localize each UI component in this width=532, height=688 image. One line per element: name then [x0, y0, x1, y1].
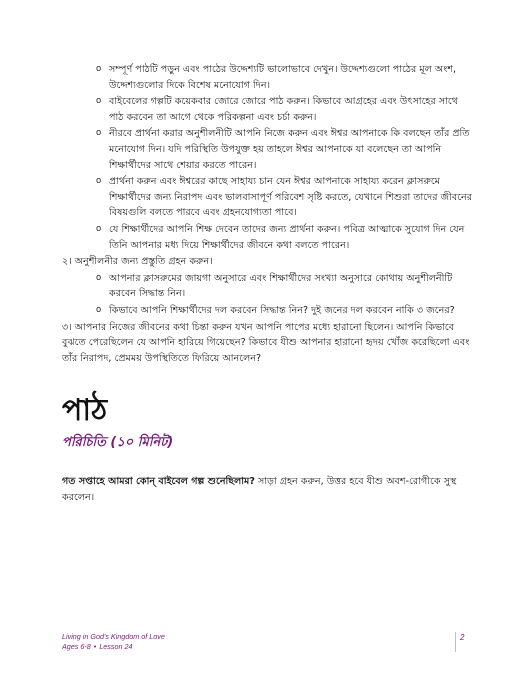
preparation-list: [62, 62, 474, 253]
bullet-icon: o: [96, 64, 102, 74]
bullet-icon: o: [96, 128, 102, 139]
footer-title: Living in God's Kingdom of Love: [62, 632, 165, 641]
bullet-icon: o: [96, 272, 102, 283]
section-subtitle: পরিচিতি (১০ মিনিট): [62, 435, 174, 451]
step-3-text: ৩। আপনার নিজের জীবনের কথা চিন্তা করুন যখন আপনি পাপের মধ্যে হারানো ছিলেন। আপনি কিভাবে বুঝতে পেরেছিলেন যে আপনি হারিয়ে গিয়েছেন? কিভাবে যীশু আপনার হারানো হৃদয় খোঁজ করেছিলো এবং তাঁর নিরাপদ, প্রেমময় উপস্থিতিতে ফিরিয়ে আনলেন?: [62, 321, 470, 364]
step-2-label: ২। অনুশীলনীর জন্য প্রস্তুতি গ্রহন করুন।: [62, 256, 213, 268]
bullet-icon: o: [96, 223, 102, 234]
main-content: [62, 62, 474, 505]
list-item: [96, 303, 474, 319]
footer-separator: •: [93, 642, 97, 651]
list-item-text: নীরবে প্রার্থনা করার অনুশীলনীটি আপনি নিজে করুন এবং ঈশ্বর আপনাকে কি বলছেন তাঁর প্রতি মনোযোগ দিন। যদি পরিস্থিতি উপযুক্ত হয় তাহলে ঈশ্বর আপনাকে যা বলেছেন তা আপনি শিক্ষার্থীদের সাথে শেয়ার করতে পারেন।: [109, 128, 470, 171]
intro-question: গত সপ্তাহে আমরা কোন্‌ বাইবেল গল্প শুনেছিলাম?: [62, 476, 255, 488]
list-item-text: সম্পূর্ণ পাঠটি পড়ুন এবং পাঠের উদ্দেশ্যটি ভালোভাবে দেখুন। উদ্দেশ্যগুলো পাঠের মূল অংশ, উদ্দেশ্যগুলোর দিকে বিশেষ মনোযোগ দিন।: [109, 64, 457, 91]
footer-lesson: Lesson 24: [99, 642, 133, 651]
list-item: [96, 126, 474, 173]
list-item: [96, 94, 474, 125]
bullet-icon: o: [96, 96, 102, 107]
footer-ages: Ages 6-8: [62, 642, 91, 651]
footer: [62, 632, 165, 652]
section-title: পাঠ: [62, 393, 108, 429]
list-item-text: আপনার ক্লাসরুমের জায়গা অনুসারে এবং শিক্ষার্থীদের সংখ্যা অনুসারে কোথায় অনুশীলনীটি করবেন সিদ্ধান্ত নিন।: [109, 272, 453, 300]
list-item-text: কিভাবে আপনি শিক্ষার্থীদের দল করবেন সিদ্ধান্ত নিন? দুই জনের দল করবেন নাকি ৩ জনের?: [109, 304, 455, 316]
bullet-icon: o: [96, 176, 102, 187]
list-item: [96, 62, 474, 93]
list-item-text: যে শিক্ষার্থীদের আপনি শিক্ষ দেবেন তাদের জন্য প্রার্থনা করুন। পবিত্র আত্মাকে সুযোগ দিন যেন তিনি আপনার মধ্য দিয়ে শিক্ষার্থীদের জীবনে কথা বলতে পারেন।: [109, 223, 465, 251]
footer-meta: [62, 642, 165, 652]
list-item: [96, 271, 474, 302]
list-item-text: প্রার্থনা করুন এবং ঈশ্বরের কাছে সাহায্য চান যেন ঈশ্বর আপনাকে সাহায্য করেন ক্লাসরুমে শিক্ষার্থীদের জন্য নিরাপদ এবং ভালবাসাপূর্ণ পরিবেশ সৃষ্টি করতে, যেখানে শিশুরা তাদের জীবনের বিষয়গুলি বলতে পারবে এবং গ্রহনযোগ্যতা পাবে।: [109, 176, 473, 219]
page-number: 2: [455, 632, 464, 652]
list-item: [96, 174, 474, 221]
intro-answer: সাড়া গ্রহন করুন, উত্তর হবে যীশু অবশ-রোগীকে সুস্থ করলেন।: [62, 476, 457, 503]
list-item-text: বাইবেলের গল্পটি কয়েকবার জোরে জোরে পাঠ করুন। কিভাবে আগ্রহের এবং উৎসাহের সাথে পাঠ করবেন তা আগে থেকে পরিকল্পনা এবং চর্চা করুন।: [109, 96, 458, 123]
intro-paragraph: [62, 474, 474, 505]
list-item: [96, 222, 474, 253]
bullet-icon: o: [96, 304, 102, 315]
step-2-list: [62, 271, 474, 319]
